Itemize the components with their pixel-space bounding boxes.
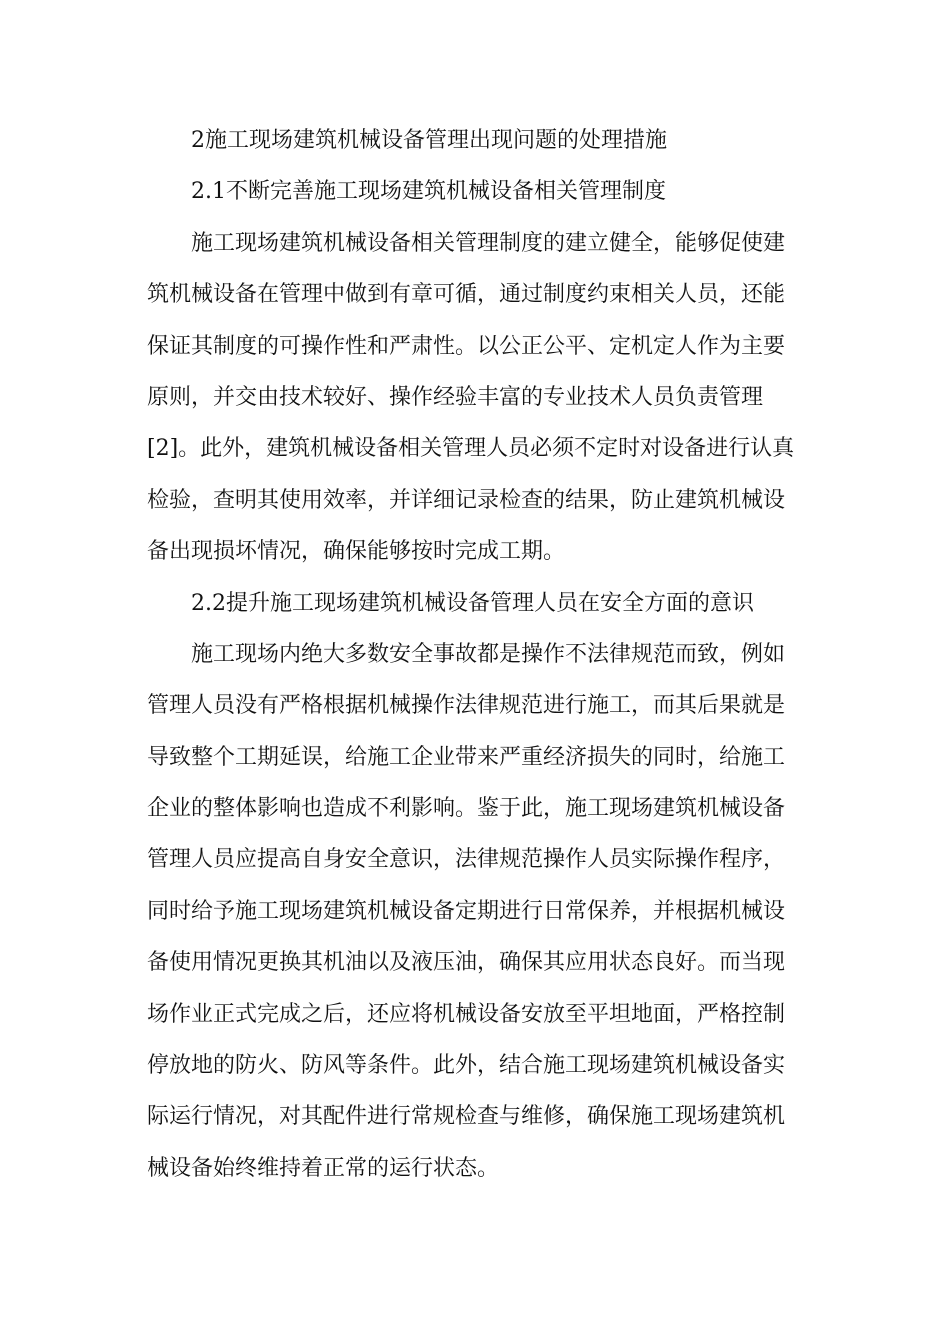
subsection-heading-2-1: [147, 166, 807, 217]
paragraph-line: 施工现场建筑机械设备相关管理制度的建立健全，能够促使建: [191, 230, 786, 256]
paragraph-line: 械设备始终维持着正常的运行状态。: [147, 1155, 500, 1181]
paragraph-line: 备出现损坏情况，确保能够按时完成工期。: [147, 539, 566, 565]
paragraph-line: 筑机械设备在管理中做到有章可循，通过制度约束相关人员，还能: [147, 282, 786, 308]
paragraph-line: 检验，查明其使用效率，并详细记录检查的结果，防止建筑机械设: [147, 487, 786, 513]
paragraph-line: 停放地的防火、防风等条件。此外，结合施工现场建筑机械设备实: [147, 1053, 786, 1079]
paragraph-line: [2]。此外，建筑机械设备相关管理人员必须不定时对设备进行认真: [147, 436, 795, 462]
paragraph-line: 备使用情况更换其机油以及液压油，确保其应用状态良好。而当现: [147, 950, 786, 976]
paragraph-line: 同时给予施工现场建筑机械设备定期进行日常保养，并根据机械设: [147, 898, 786, 924]
section-heading-2-text: 2施工现场建筑机械设备管理出现问题的处理措施: [191, 128, 667, 153]
subsection-heading-2-2-text: 2.2提升施工现场建筑机械设备管理人员在安全方面的意识: [191, 590, 754, 616]
section-heading-2: [147, 115, 807, 166]
paragraph-line: 原则，并交由技术较好、操作经验丰富的专业技术人员负责管理: [147, 384, 764, 410]
paragraph-line: 管理人员应提高自身安全意识，法律规范操作人员实际操作程序，: [147, 847, 786, 873]
paragraph-line: 场作业正式完成之后，还应将机械设备安放至平坦地面，严格控制: [147, 1001, 786, 1027]
paragraph-management-system: [147, 218, 807, 578]
subsection-heading-2-2: [147, 578, 807, 629]
paragraph-safety-awareness: [147, 629, 807, 1194]
subsection-heading-2-1-text: 2.1不断完善施工现场建筑机械设备相关管理制度: [191, 179, 666, 205]
paragraph-line: 施工现场内绝大多数安全事故都是操作不法律规范而致，例如: [191, 641, 786, 667]
paragraph-line: 企业的整体影响也造成不利影响。鉴于此，施工现场建筑机械设备: [147, 796, 786, 822]
paragraph-line: 保证其制度的可操作性和严肃性。以公正公平、定机定人作为主要: [147, 333, 786, 359]
document-body: [147, 115, 807, 1194]
paragraph-line: 际运行情况，对其配件进行常规检查与维修，确保施工现场建筑机: [147, 1104, 786, 1130]
paragraph-line: 导致整个工期延误，给施工企业带来严重经济损失的同时，给施工: [147, 744, 786, 770]
paragraph-line: 管理人员没有严格根据机械操作法律规范进行施工，而其后果就是: [147, 693, 786, 719]
